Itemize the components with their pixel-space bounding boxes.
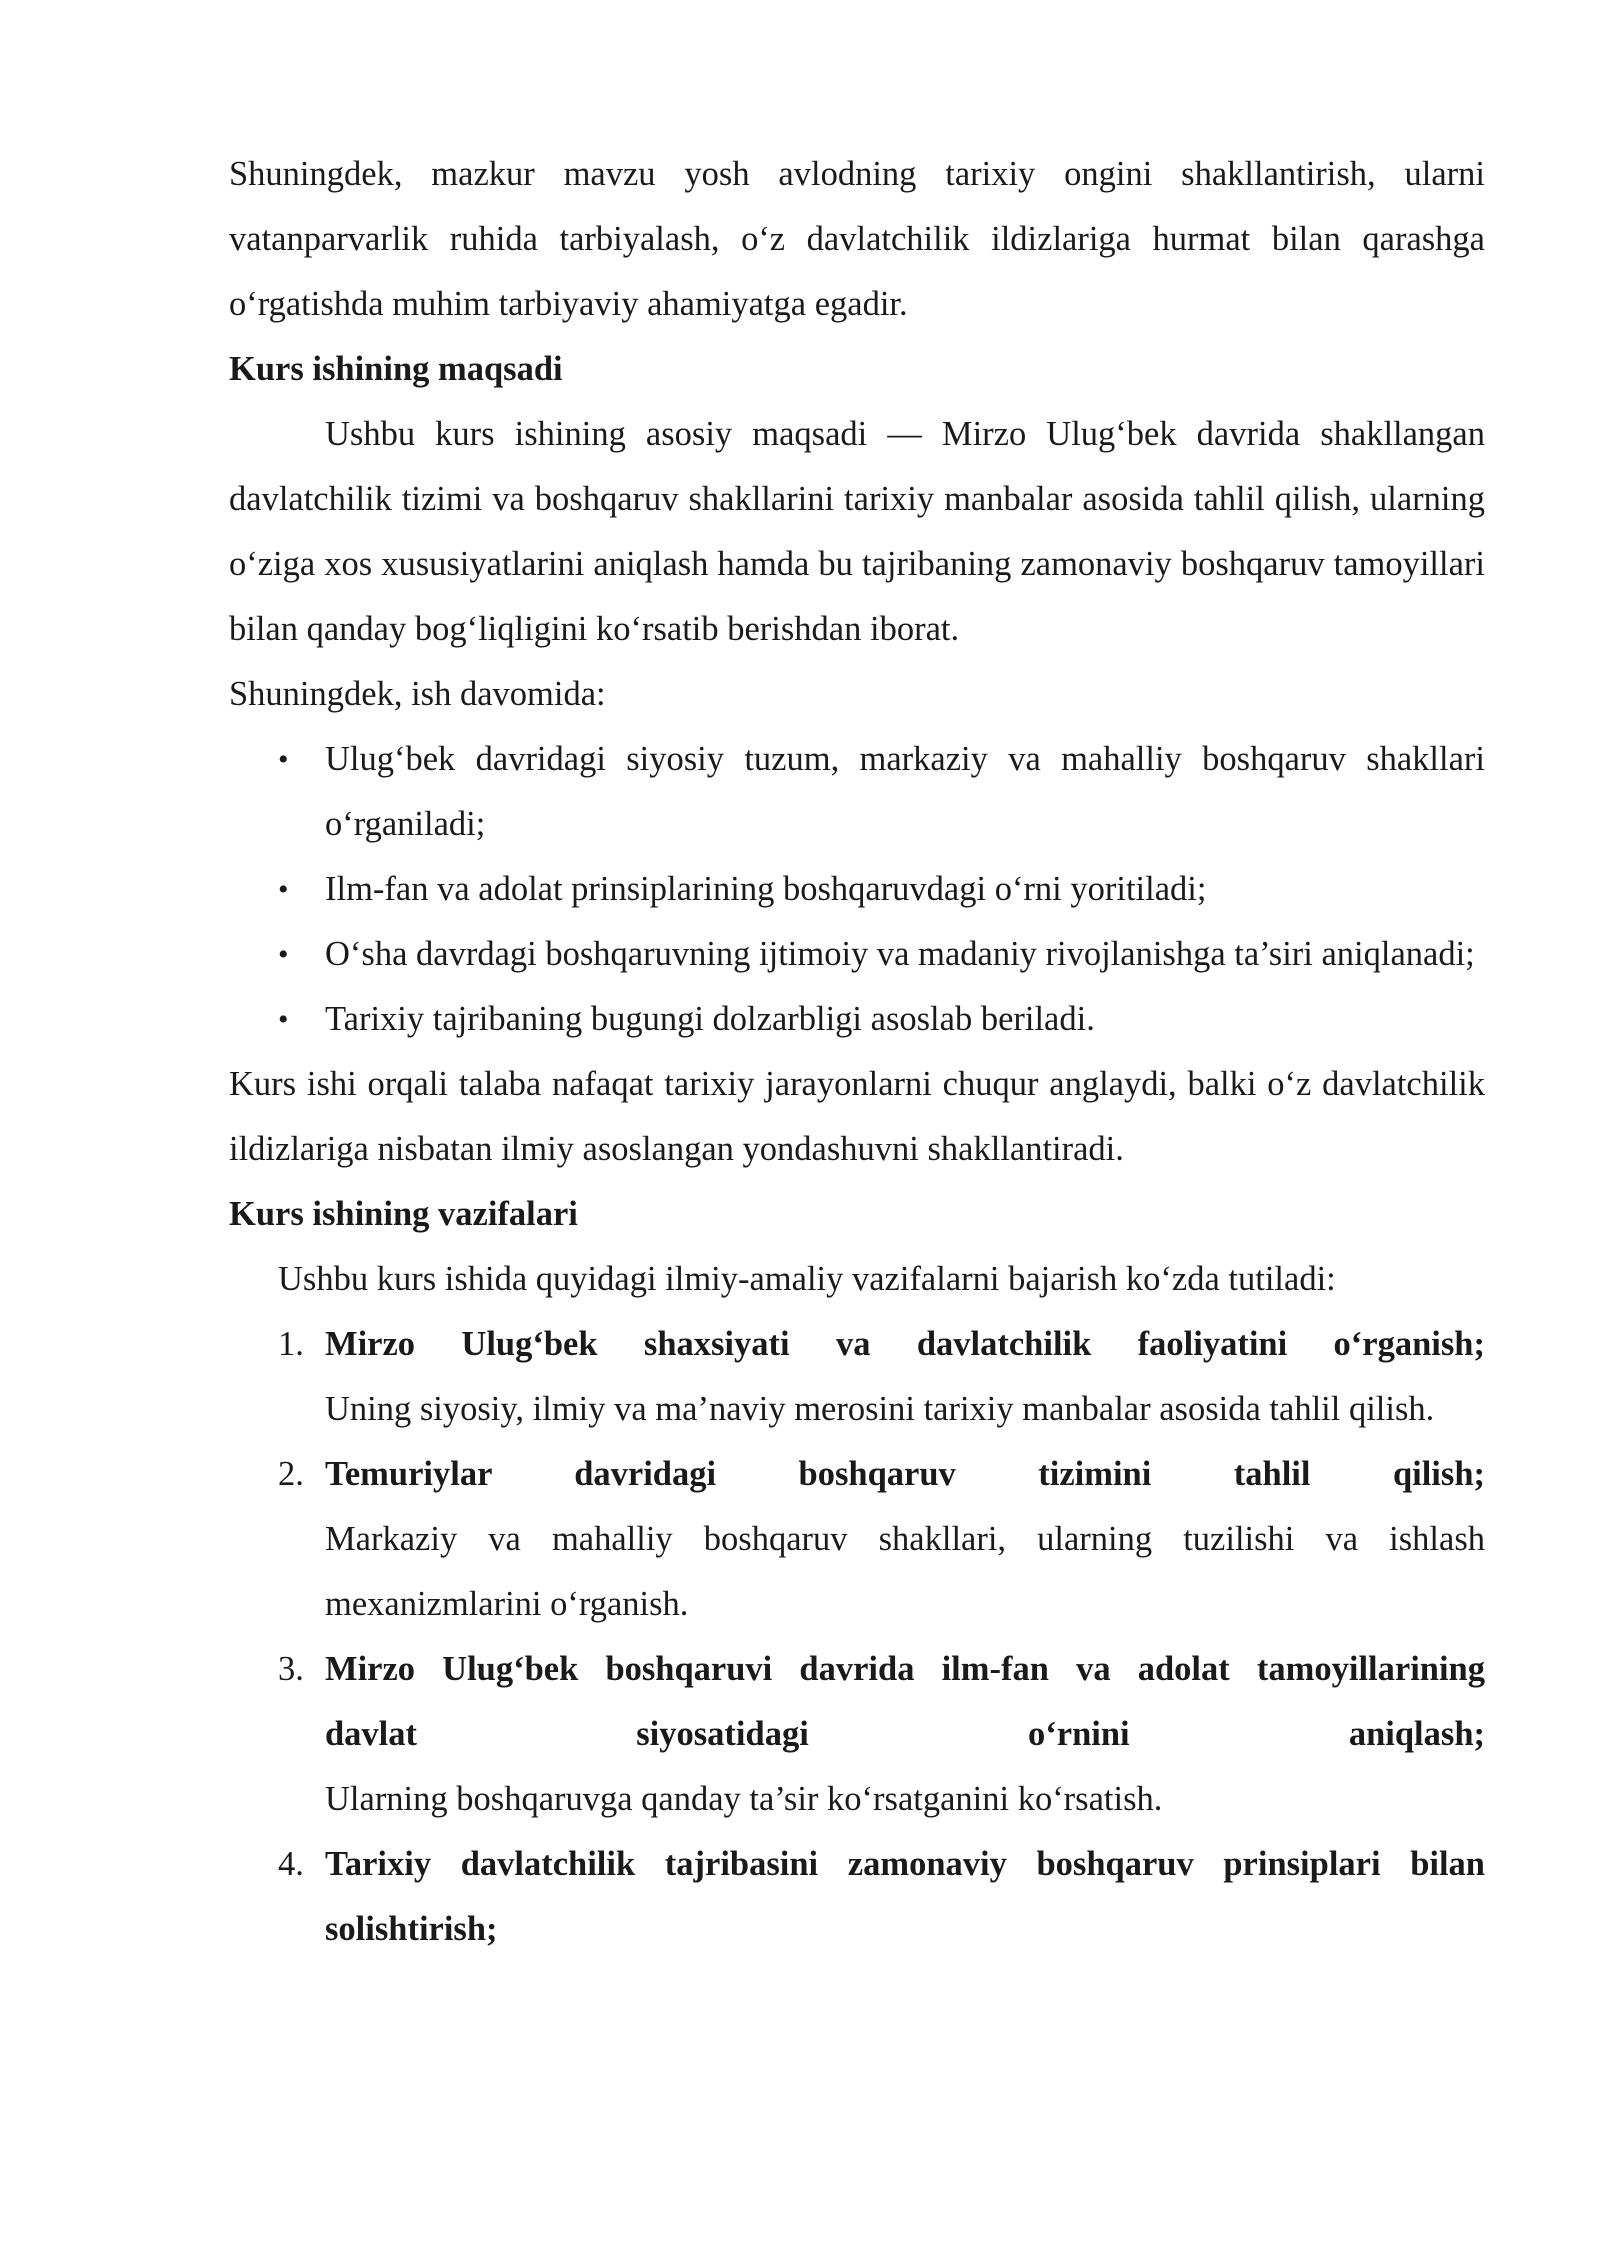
task-number: 1.	[278, 1325, 304, 1363]
task-title: Mirzo Ulug‘bek shaxsiyati va davlatchilik faoliyatini o‘rganish;	[325, 1325, 1485, 1363]
task-description: Uning siyosiy, ilmiy va ma’naviy merosini tarixiy manbalar asosida tahlil qilish.	[325, 1390, 1435, 1428]
list-item	[229, 857, 1485, 922]
task-item	[229, 1312, 1485, 1442]
task-title-line-2: davlat siyosatidagi o‘rnini aniqlash;	[325, 1715, 1485, 1753]
goal-paragraph: Ushbu kurs ishining asosiy maqsadi — Mirzo Ulug‘bek davrida shakllangan davlatchilik tizimi va boshqaruv shakllarini tarixiy manbalar asosida tahlil qilish, ularning o‘ziga xos xususiyatlarini aniqlash hamda bu tajribaning zamonaviy boshqaruv tamoyillari bilan qanday bog‘liqligini ko‘rsatib berishdan iborat.	[229, 415, 1485, 648]
list-item-text: Tarixiy tajribaning bugungi dolzarbligi asoslab beriladi.	[325, 1000, 1095, 1038]
list-item-text: Ilm-fan va adolat prinsiplarining boshqaruvdagi o‘rni yoritiladi;	[325, 870, 1207, 908]
task-number: 4.	[278, 1845, 304, 1883]
task-item	[229, 1637, 1485, 1832]
task-title-line-1: Mirzo Ulug‘bek boshqaruvi davrida ilm-fan va adolat tamoyillarining	[325, 1650, 1485, 1688]
intro-paragraph: Shuningdek, mazkur mavzu yosh avlodning tarixiy ongini shakllantirish, ularni vatanparvarlik ruhida tarbiyalash, o‘z davlatchilik ildizlariga hurmat bilan qarashga o‘rgatishda muhim tarbiyaviy ahamiyatga egadir.	[229, 155, 1485, 323]
task-title: Tarixiy davlatchilik tajribasini zamonaviy boshqaruv prinsiplari bilan solishtirish;	[325, 1845, 1485, 1948]
document-page	[229, 142, 1485, 1962]
task-title: Temuriylar davridagi boshqaruv tizimini tahlil qilish;	[325, 1455, 1485, 1493]
bullet-icon: •	[278, 1003, 289, 1036]
task-item	[229, 1832, 1485, 1962]
tasks-intro: Ushbu kurs ishida quyidagi ilmiy-amaliy vazifalarni bajarish ko‘zda tutiladi:	[278, 1260, 1336, 1298]
bullet-icon: •	[278, 938, 289, 971]
task-description: Markaziy va mahalliy boshqaruv shakllari, ularning tuzilishi va ishlash mexanizmlarini o‘rganish.	[325, 1520, 1485, 1623]
list-item	[229, 922, 1485, 987]
goal-list-intro: Shuningdek, ish davomida:	[229, 675, 606, 713]
goal-conclusion: Kurs ishi orqali talaba nafaqat tarixiy jarayonlarni chuqur anglaydi, balki o‘z davlatchilik ildizlariga nisbatan ilmiy asoslangan yondashuvni shakllantiradi.	[229, 1065, 1485, 1168]
tasks-list	[229, 1312, 1485, 1962]
bullet-icon: •	[278, 873, 289, 906]
task-number: 3.	[278, 1650, 304, 1688]
list-item-text: Ulug‘bek davridagi siyosiy tuzum, markaziy va mahalliy boshqaruv shakllari o‘rganiladi;	[325, 740, 1485, 843]
list-item	[229, 727, 1485, 857]
task-number: 2.	[278, 1455, 304, 1493]
goal-bullet-list	[229, 727, 1485, 1052]
goal-heading: Kurs ishining maqsadi	[229, 350, 563, 388]
bullet-icon: •	[278, 743, 289, 776]
list-item	[229, 987, 1485, 1052]
list-item-text: O‘sha davrdagi boshqaruvning ijtimoiy va madaniy rivojlanishga ta’siri aniqlanadi;	[325, 935, 1475, 973]
task-item	[229, 1442, 1485, 1637]
tasks-heading: Kurs ishining vazifalari	[229, 1195, 578, 1233]
task-description: Ularning boshqaruvga qanday ta’sir ko‘rsatganini ko‘rsatish.	[325, 1780, 1163, 1818]
